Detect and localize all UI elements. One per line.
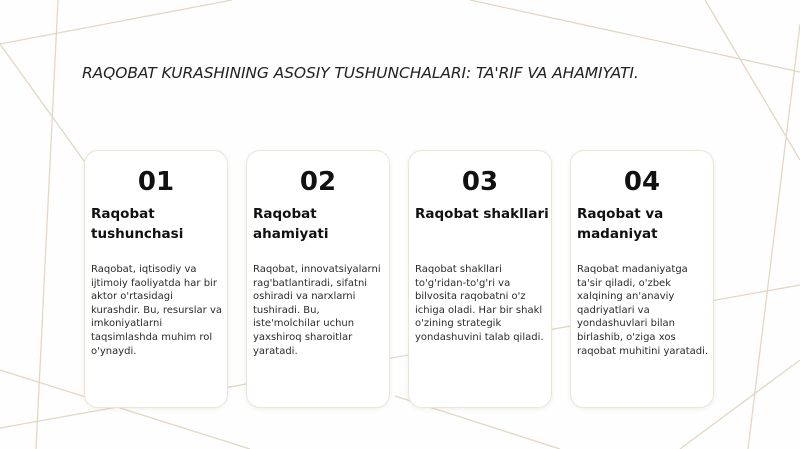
card-04 <box>570 150 714 408</box>
card-03 <box>408 150 552 408</box>
card-text: Raqobat madaniyatga ta'sir qiladi, o'zbek xalqining an'anaviy qadriyatlari va yondashuvlari bilan birlashib, o'ziga xos raqobat muhitini yaratadi. <box>577 264 709 357</box>
deco-line <box>470 0 800 72</box>
card-number: 03 <box>461 167 499 197</box>
card-heading: Raqobat ahamiyati <box>253 206 329 242</box>
card-number: 04 <box>623 167 661 197</box>
deco-line <box>748 24 800 449</box>
card-01 <box>84 150 228 408</box>
card-text: Raqobat shakllari to'g'ridan-to'g'ri va bilvosita raqobatni o'z ichiga oladi. Har bir shakl o'zining strategik yondashuvini talab qiladi. <box>415 264 544 343</box>
card-heading: Raqobat va madaniyat <box>577 206 664 242</box>
slide-title: RAQOBAT KURASHINING ASOSIY TUSHUNCHALARI: TA'RIF VA AHAMIYATI. <box>82 64 639 82</box>
card-text: Raqobat, innovatsiyalarni rag'batlantiradi, sifatni oshiradi va narxlarni tushiradi. Bu, iste'molchilar uchun yaxshiroq sharoitlar yaratadi. <box>253 264 381 357</box>
card-number: 02 <box>299 167 337 197</box>
card-number: 01 <box>137 167 175 197</box>
deco-line <box>0 44 92 172</box>
card-text: Raqobat, iqtisodiy va ijtimoiy faoliyatda har bir aktor o'rtasidagi kurashdir. Bu, resurslar va imkoniyatlarni taqsimlashda muhim rol o'ynaydi. <box>91 264 222 357</box>
card-heading: Raqobat tushunchasi <box>91 206 184 242</box>
card-02 <box>246 150 390 408</box>
card-heading: Raqobat shakllari <box>415 206 549 222</box>
deco-line <box>36 0 58 449</box>
deco-line <box>0 0 232 44</box>
